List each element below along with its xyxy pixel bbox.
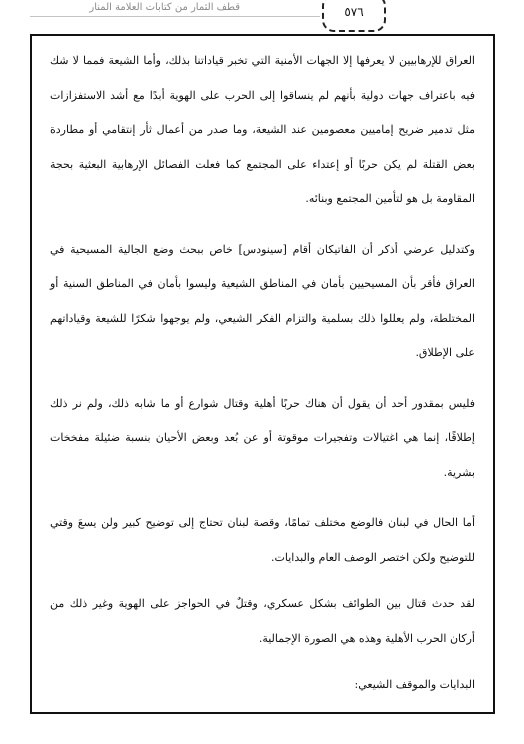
paragraph-intro: العراق للإرهابيين لا يعرفها إلا الجهات الأمنية التي تخبر قياداتنا بذلك، وأما الشيعة فمما لا شك فيه باعتراف جهات دولية بأنهم لم ينساقوا إلى الحرب على الهوية أبدًا مع أشد الاستفزازات مثل تدمير ضريح إماميين معصومين عند الشيعة، وما صدر من أعمال ثأر إنتقامي أو مطاردة بعض القتلة لم يكن حربًا أو إعتداء على المجتمع كما فعلت الفصائل الإرهابية البعثية بحجة المقاومة بل هو لتأمين المجتمع وبنائه. (50, 54, 475, 205)
paragraph-sectarian-fighting: لقد حدث قتال بين الطوائف بشكل عسكري، وقتلٌ في الحواجز على الهوية وغير ذلك من أركان الحرب الأهلية وهذه هي الصورة الإجمالية. (50, 597, 475, 645)
section-heading-beginnings: البدايات والموقف الشيعي: (354, 678, 475, 691)
page-number: ٥٧٦ (322, 0, 386, 32)
text-frame (30, 34, 495, 714)
header-divider (30, 16, 320, 17)
paragraph-lebanon: أما الحال في لبنان فالوضع مختلف تمامًا، وقصة لبنان تحتاج إلى توضيح كبير ولن يسعَ وقتي للتوضيح ولكن اختصر الوصف العام والبدايات. (50, 516, 475, 564)
body-text (50, 44, 475, 719)
paragraph-vatican: وكتدليل عرضي أذكر أن الفاتيكان أقام [سينودس] خاص ببحث وضع الجالية المسيحية في العراق فأقر بأن المسيحيين بأمان في المناطق الشيعية وليسوا بأمان في المناطق السنية أو المختلطة، ولم يعللوا ذلك بسلمية والتزام الفكر الشيعي، ولم يوجهوا شكرًا للشيعة وقياداتهم على الإطلاق. (50, 242, 475, 359)
paragraph-no-civil-war: فليس بمقدور أحد أن يقول أن هناك حربًا أهلية وقتال شوارع أو ما شابه ذلك، ولم نر ذلك إطلاقًا، إنما هي اغتيالات وتفجيرات موقوتة أو عن بُعد وبعض الأحيان بنسبة ضئيلة مفخخات بشرية. (50, 396, 475, 479)
running-header-title: قطف الثمار من كتابات العلامة المنار (89, 2, 240, 13)
